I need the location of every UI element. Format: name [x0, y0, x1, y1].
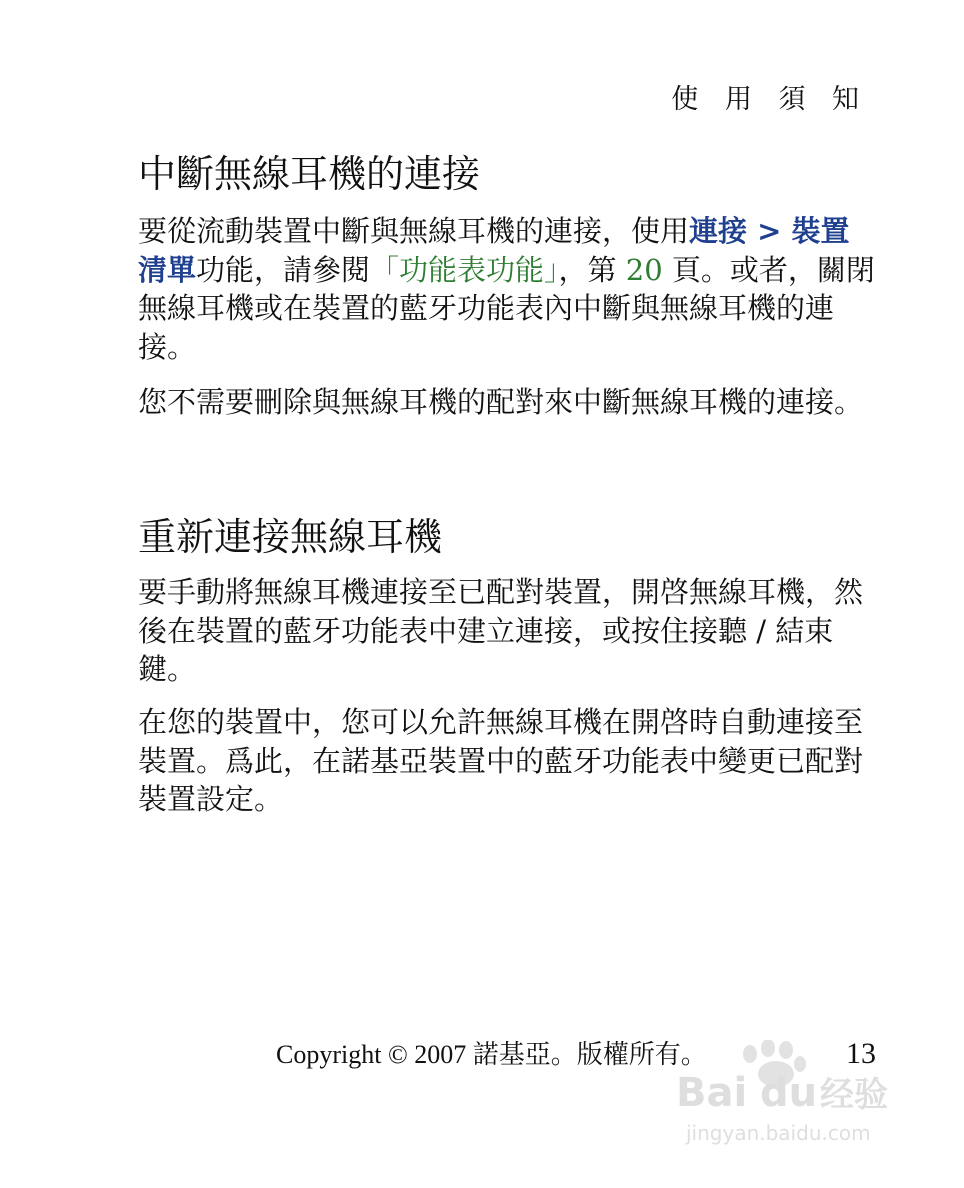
cross-reference-page[interactable]: 20: [625, 252, 663, 287]
paragraph-text: 功能，請參閱: [196, 252, 371, 287]
paragraph-manual-reconnect: 要手動將無線耳機連接至已配對裝置，開啓無線耳機，然後在裝置的藍牙功能表中建立連接，或按住接聽 / 結束鍵。: [138, 575, 864, 686]
cross-reference-link[interactable]: 「功能表功能」: [370, 252, 559, 287]
svg-text:jingyan.baidu.com: jingyan.baidu.com: [686, 1121, 871, 1145]
section-heading-disconnect: 中斷無線耳機的連接: [138, 152, 481, 196]
svg-text:du: du: [760, 1070, 818, 1116]
svg-text:Bai: Bai: [676, 1070, 748, 1116]
paragraph-no-delete-pairing: 您不需要刪除與無線耳機的配對來中斷無線耳機的連接。: [138, 385, 864, 419]
svg-text:经验: 经验: [820, 1075, 888, 1115]
page-number: 13: [846, 1037, 876, 1070]
paragraph-text: 頁。或者，關閉無線耳機或在裝置的藍牙功能表內中斷與無線耳機的連接。: [138, 252, 875, 364]
paragraph-disconnect-instructions: [138, 212, 878, 366]
paragraph-auto-connect: 在您的裝置中，您可以允許無線耳機在開啓時自動連接至裝置。爲此，在諾基亞裝置中的藍牙功能表中變更已配對裝置設定。: [138, 705, 864, 816]
section-heading-reconnect: 重新連接無線耳機: [138, 515, 443, 559]
paragraph-text: 要從流動裝置中斷與無線耳機的連接，使用: [138, 214, 690, 248]
running-head: 使 用 須 知: [671, 84, 868, 115]
menu-item-connect: 連接: [689, 214, 748, 248]
baidu-watermark-logo: [672, 1040, 912, 1150]
menu-separator: >: [747, 214, 792, 248]
menu-item-device-list: 裝置清單: [138, 214, 850, 287]
paragraph-text: ，第: [558, 252, 626, 287]
footer-copyright: Copyright © 2007 諾基亞。版權所有。: [276, 1040, 707, 1069]
